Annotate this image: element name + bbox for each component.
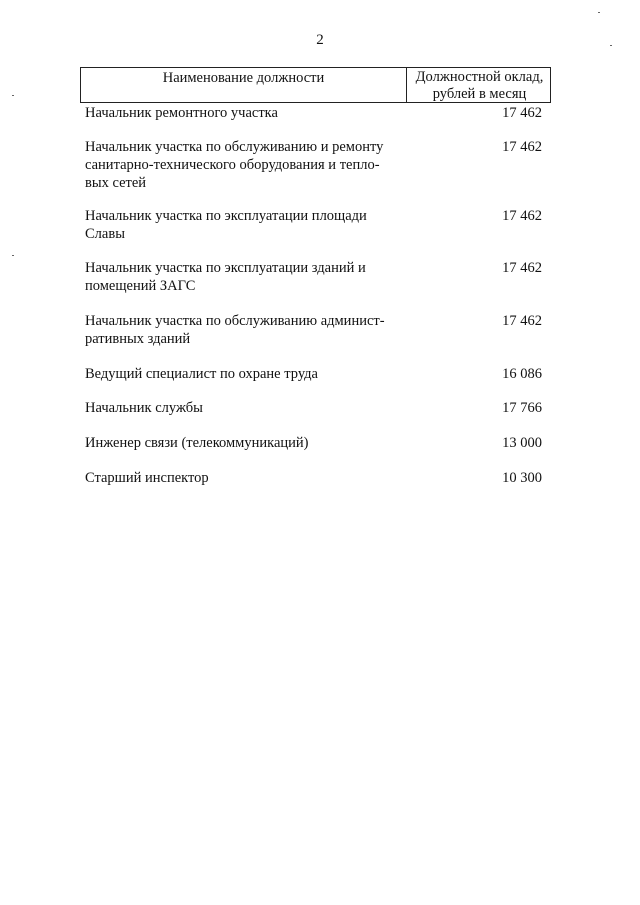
position-name: Начальник ремонтного участка [85, 105, 278, 121]
position-name: Начальник службы [85, 400, 203, 416]
salary-value: 17 462 [502, 105, 542, 121]
scan-speck [610, 45, 612, 46]
salary-value: 16 086 [502, 366, 542, 382]
scan-speck [12, 255, 14, 256]
salary-value: 17 462 [502, 208, 542, 224]
position-name: Старший инспектор [85, 470, 209, 486]
header-salary: Должностной оклад, рублей в месяц [415, 69, 544, 102]
salary-value: 17 462 [502, 139, 542, 155]
position-name: Начальник участка по обслуживанию и ремонту санитарно-технического оборудования и тепло- вых сетей [85, 139, 384, 191]
scan-speck [598, 12, 600, 13]
position-name: Ведущий специалист по охране труда [85, 366, 318, 382]
position-name: Начальник участка по обслуживанию админист- ративных зданий [85, 313, 385, 347]
salary-value: 10 300 [502, 470, 542, 486]
table-header [80, 67, 551, 103]
page-number: 2 [316, 32, 324, 48]
scan-speck [12, 95, 14, 96]
header-position-name: Наименование должности [81, 68, 407, 103]
position-name: Начальник участка по эксплуатации площади Славы [85, 208, 367, 242]
salary-value: 17 462 [502, 260, 542, 276]
salary-value: 13 000 [502, 435, 542, 451]
salary-value: 17 462 [502, 313, 542, 329]
position-name: Инженер связи (телекоммуникаций) [85, 435, 309, 451]
position-name: Начальник участка по эксплуатации зданий и помещений ЗАГС [85, 260, 366, 294]
salary-value: 17 766 [502, 400, 542, 416]
